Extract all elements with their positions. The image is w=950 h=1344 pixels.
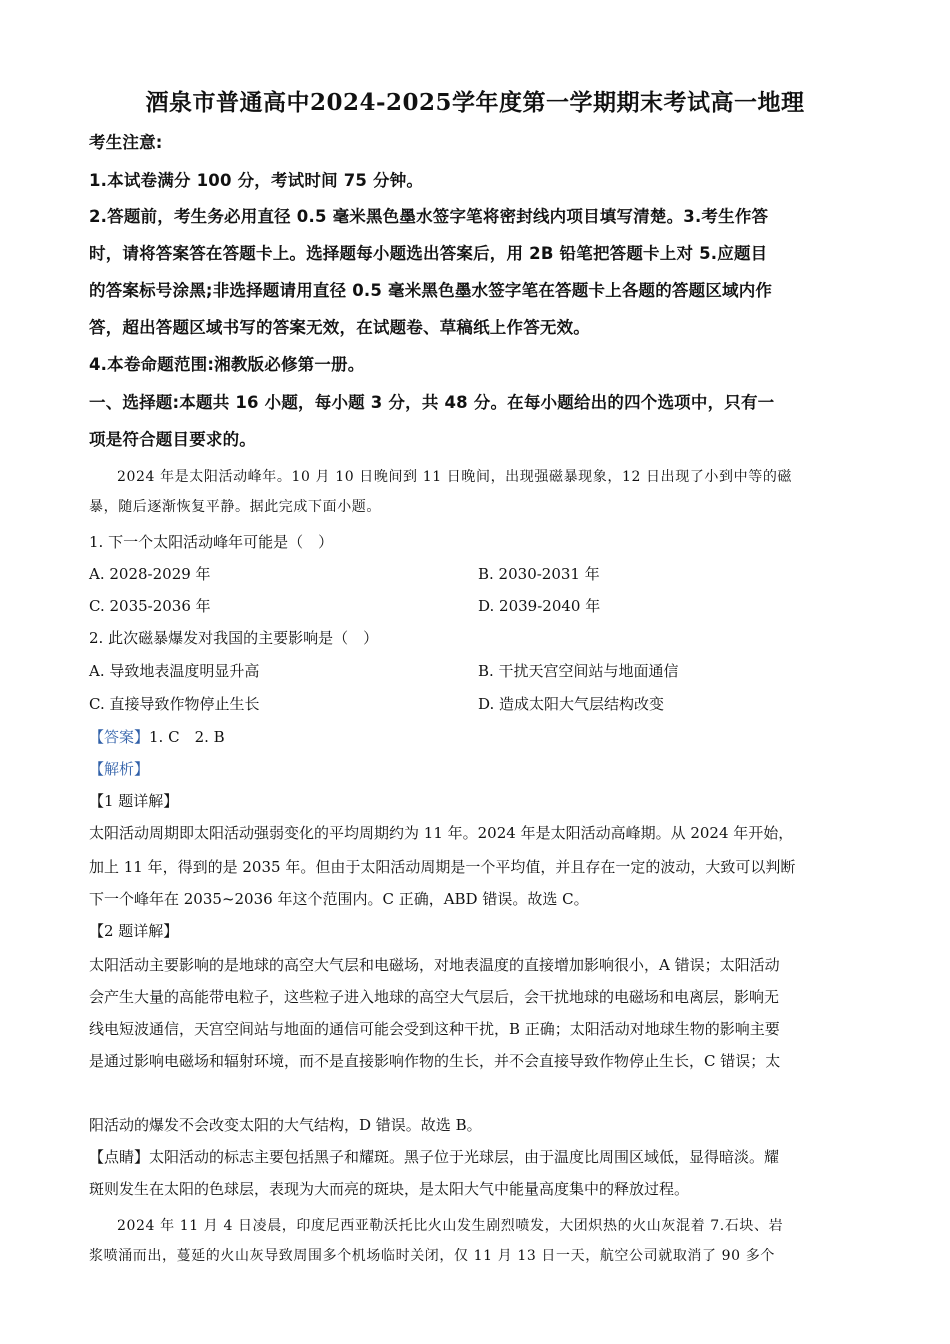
- detail-1-line-2: 加上 11 年，得到的是 2035 年。但由于太阳活动周期是一个平均值，并且存在一定的波动，大致可以判断: [89, 858, 796, 876]
- question-2-option-d: D. 造成太阳大气层结构改变: [478, 695, 665, 713]
- answer-tag: 【答案】: [89, 728, 150, 746]
- question-1-option-d: D. 2039-2040 年: [478, 597, 601, 615]
- exam-title: 酒泉市普通高中2024-2025学年度第一学期期末考试高一地理: [145, 89, 805, 116]
- detail-2-line-1: 太阳活动主要影响的是地球的高空大气层和电磁场，对地表温度的直接增加影响很小，A 错误；太阳活动: [89, 956, 780, 974]
- question-2-option-b: B. 干扰天宫空间站与地面通信: [478, 662, 679, 680]
- section-1-heading-line-2: 项是符合题目要求的。: [89, 430, 256, 449]
- notice-item-2-line-4: 答，超出答题区域书写的答案无效，在试题卷、草稿纸上作答无效。: [89, 318, 590, 337]
- detail-2-line-3: 线电短波通信，天宫空间站与地面的通信可能会受到这种干扰，B 正确；太阳活动对地球生物的影响主要: [89, 1020, 780, 1038]
- question-1-stem: 1. 下一个太阳活动峰年可能是（ ）: [89, 533, 334, 551]
- notice-item-2-line-2: 时，请将答案答在答题卡上。选择题每小题选出答案后，用 2B 铅笔把答题卡上对 5.应题目: [89, 244, 768, 263]
- question-2-stem: 2. 此次磁暴爆发对我国的主要影响是（ ）: [89, 629, 379, 647]
- detail-1-line-3: 下一个峰年在 2035~2036 年这个范围内。C 正确，ABD 错误。故选 C。: [89, 890, 589, 908]
- detail-2-heading: 【2 题详解】: [89, 922, 179, 940]
- notice-item-2-line-1: 2.答题前，考生务必用直径 0.5 毫米黑色墨水签字笔将密封线内项目填写清楚。3.考生作答: [89, 207, 769, 226]
- tip-line-1: 【点睛】太阳活动的标志主要包括黑子和耀斑。黑子位于光球层，由于温度比周围区域低，显得暗淡。耀: [89, 1148, 780, 1166]
- notice-heading: 考生注意:: [89, 133, 163, 152]
- detail-1-line-1: 太阳活动周期即太阳活动强弱变化的平均周期约为 11 年。2024 年是太阳活动高峰期。从 2024 年开始，: [89, 824, 794, 842]
- detail-2-line-5: 阳活动的爆发不会改变太阳的大气结构，D 错误。故选 B。: [89, 1116, 482, 1134]
- notice-item-2-line-3: 的答案标号涂黑;非选择题请用直径 0.5 毫米黑色墨水签字笔在答题卡上各题的答题区域内作: [89, 281, 773, 300]
- passage-1-line-2: 暴，随后逐渐恢复平静。据此完成下面小题。: [89, 499, 381, 515]
- section-1-heading-line-1: 一、选择题:本题共 16 小题，每小题 3 分，共 48 分。在每小题给出的四个选项中，只有一: [89, 393, 775, 412]
- passage-2-line-1: 2024 年 11 月 4 日凌晨，印度尼西亚勒沃托比火山发生剧烈喷发，大团炽热的火山灰混着 7.石块、岩: [117, 1218, 784, 1234]
- notice-item-4: 4.本卷命题范围:湘教版必修第一册。: [89, 355, 365, 374]
- analysis-tag: 【解析】: [89, 760, 150, 778]
- detail-2-line-2: 会产生大量的高能带电粒子，这些粒子进入地球的高空大气层后，会干扰地球的电磁场和电离层，影响无: [89, 988, 780, 1006]
- detail-1-heading: 【1 题详解】: [89, 792, 179, 810]
- tip-line-2: 斑则发生在太阳的色球层，表现为大而亮的斑块，是太阳大气中能量高度集中的释放过程。: [89, 1180, 690, 1198]
- answer-text: 1. C 2. B: [149, 728, 225, 746]
- question-1-option-c: C. 2035-2036 年: [89, 597, 211, 615]
- passage-2-line-2: 浆喷涌而出，蔓延的火山灰导致周围多个机场临时关闭，仅 11 月 13 日一天，航空公司就取消了 90 多个: [89, 1248, 775, 1264]
- question-2-option-c: C. 直接导致作物停止生长: [89, 695, 260, 713]
- answer-line: [89, 721, 864, 753]
- question-1-option-b: B. 2030-2031 年: [478, 565, 600, 583]
- detail-2-line-4: 是通过影响电磁场和辐射环境，而不是直接影响作物的生长，并不会直接导致作物停止生长，C 错误；太: [89, 1052, 781, 1070]
- passage-1-line-1: 2024 年是太阳活动峰年。10 月 10 日晚间到 11 日晚间，出现强磁暴现象，12 日出现了小到中等的磁: [117, 469, 793, 485]
- notice-item-1: 1.本试卷满分 100 分，考试时间 75 分钟。: [89, 171, 424, 190]
- question-1-option-a: A. 2028-2029 年: [89, 565, 211, 583]
- question-2-option-a: A. 导致地表温度明显升高: [89, 662, 260, 680]
